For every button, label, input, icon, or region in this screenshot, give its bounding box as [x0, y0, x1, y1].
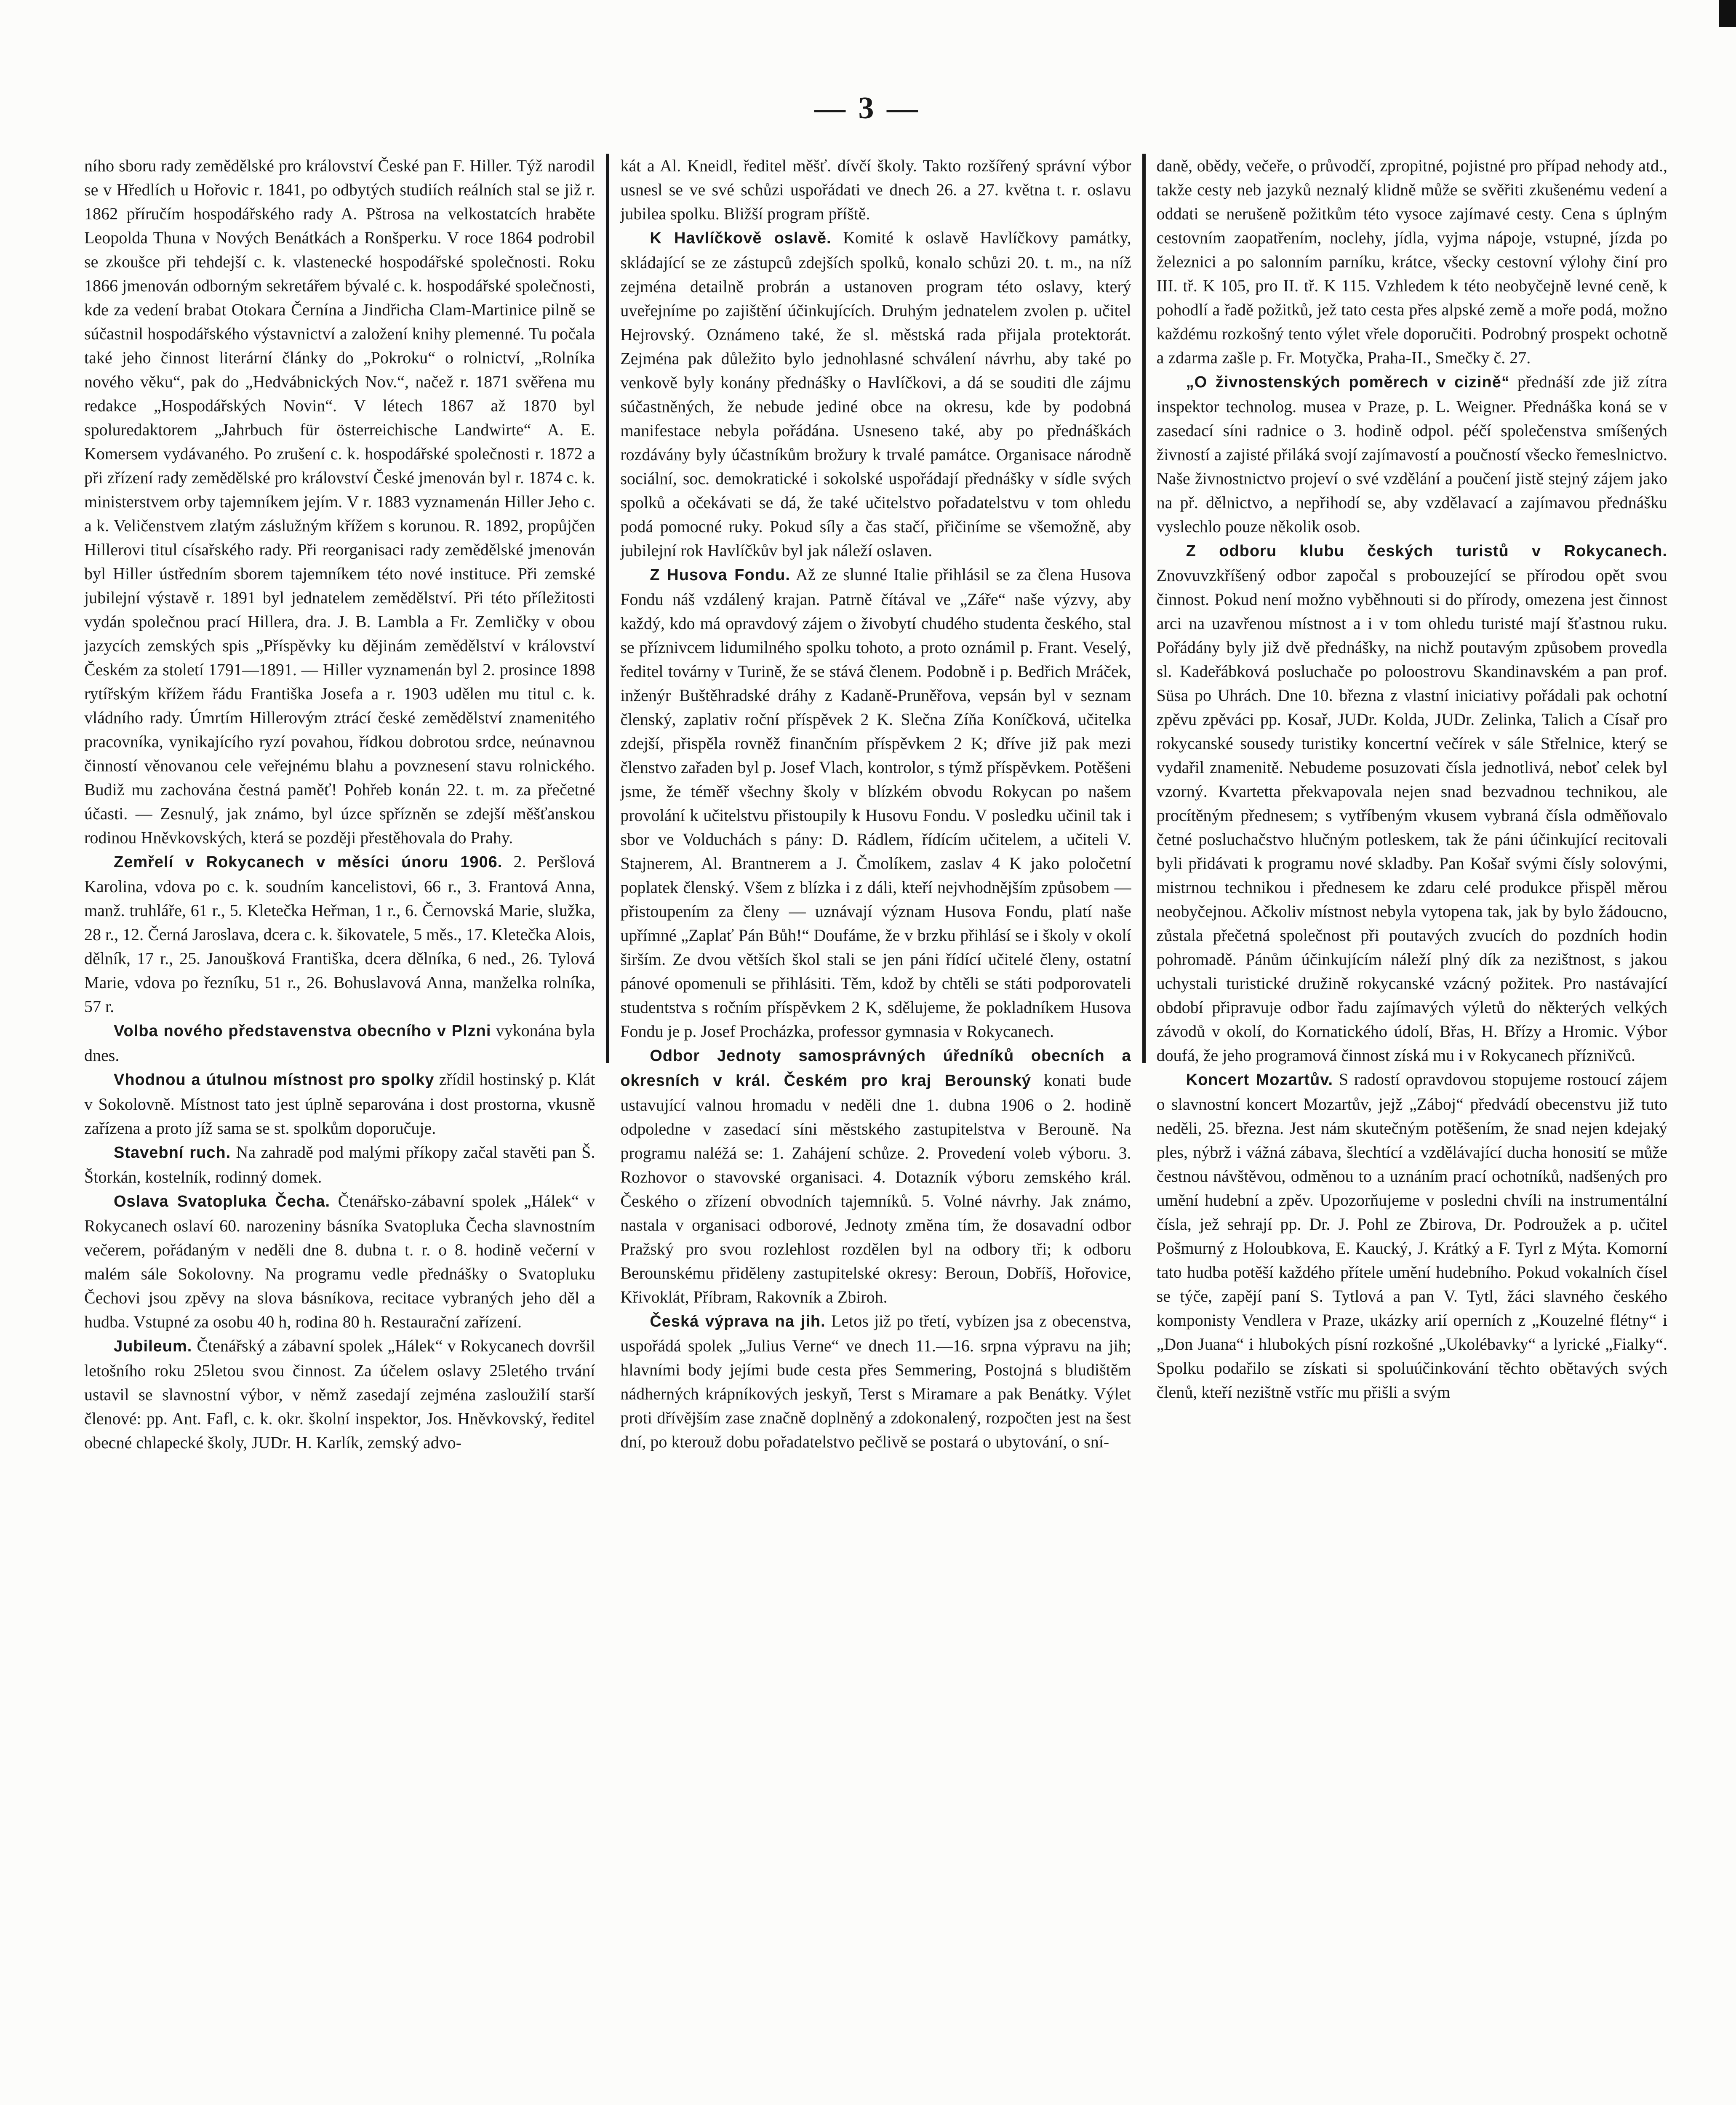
- article-text: zřídil hostinský p. Klát v Sokolovně. Místnost tato jest úplně separována i dost prostorna, vkusně zařízena a proto jíž sama se st. spolkům doporučuje.: [84, 1070, 595, 1138]
- article-text: S radostí opravdovou stopujeme rostoucí zájem o slavnostní koncert Mozartův, jejž „Záboj“ předvádí obecenstvu již tuto neděli, 25. března. Jest nám skutečným potěšením, že snad nejen kdejaký ples, nýbrž i vážná zábava, šlechtící a vzdělávající ducha honosití se může čestnou návštěvou, odměnou to a uznáním prací ochotníků, nadšených pro umění hudební a zpěv. Upozorňujeme v posledni chvíli na instrumentální čísla, jež sehrají pp. Dr. J. Pohl ze Zbirova, Dr. Podroužek a p. učitel Pošmurný z Holoubkova, E. Kaucký, J. Krátký a F. Tyrl z Mýta. Komorní tato hudba potěší každého přítele umění hudebního. Pokud vokalních čísel se týče, zapějí paní S. Tytlová a pan V. Tytl, žáci slavného českého komponisty Vendlera v Praze, ukázky arií operních z „Kouzelné flétny“ i „Don Juana“ i hlubokých písní rozkošné „Ukolébavky“ a lyrické „Fialky“. Spolku podařilo se získati si spoluúčinkování těchto obětavých svých členů, kteří nezištně vstříc mu přišli a svým: [1156, 1070, 1667, 1402]
- article-paragraph: [1157, 154, 1667, 370]
- article-heading: „O živnostenských poměrech v cizině“: [1186, 373, 1510, 391]
- article-heading: K Havlíčkově oslavě.: [650, 229, 832, 247]
- article-text: vykonána byla dnes.: [84, 1021, 595, 1065]
- article-columns: [84, 154, 1667, 1452]
- article-paragraph: [84, 1189, 595, 1334]
- article-paragraph: [1157, 538, 1667, 1067]
- article-heading: Vhodnou a útulnou místnost pro spolky: [114, 1071, 435, 1089]
- article-paragraph: [620, 1043, 1131, 1309]
- column-rule: [1142, 154, 1146, 1063]
- article-text: Až ze slunné Italie přihlásil se za člena Husova Fondu náš vzdálený krajan. Patrně čítával ve „Záře“ naše výzvy, aby každý, kdo má opravdový zájem o živobytí chudého studenta českého, stal se příznivcem lidumilného spolku tohoto, a proto oznámil p. Frant. Veselý, ředitel továrny v Turině, že se stává členem. Podobně i p. Bedřich Mráček, inženýr Buštěhradské dráhy z Kadaně-Pruněřova, vepsán byl v seznam členský, zaplativ roční příspěvek 2 K. Slečna Zíňa Koníčková, učitelka zdejší, přispěla rovněž finančním příspěvkem 2 K; dříve již pak mezi členstvo zařaden byl p. Josef Vlach, kontrolor, s týmž příspěvkem. Potěšeni jsme, že téměř všechny školy v blízkém obvodu Rokycan po našem provolání k učitelstvu přistoupily k Husovu Fondu. V posledku učinil tak i sbor ve Volduchách s pány: D. Rádlem, řídícím učitelem, a učiteli V. Stajnerem, Al. Brantnerem a J. Čmolíkem, zaslav 4 K jako poločetní poplatek členský. Všem z blízka i z dáli, kteří nejvhodnějším způsobem — přistoupením za členy — uznávají význam Husova Fondu, platí naše upřímné „Zaplať Pán Bůh!“ Doufáme, že v brzku přihlásí se i školy v okolí širším. Ze dvou větších škol stali se jen páni řídící učitelé členy, ostatní pánové opomenuli se přihlásiti. Těm, kdož by chtěli se státi podporovateli studentstva s ročním příspěvkem 2 K, sdělujeme, že pokladníkem Husova Fondu je p. Josef Procházka, professor gymnasia v Rokycanech.: [620, 565, 1131, 1041]
- article-paragraph: [84, 154, 595, 850]
- article-heading: Jubileum.: [114, 1338, 192, 1355]
- article-heading: Stavební ruch.: [114, 1144, 231, 1162]
- article-text: Komité k oslavě Havlíčkovy památky, skládající se ze zástupců zdejších spolků, konalo schůzi 20. t. m., na níž zejména detailně probrán a ustanoven program této oslavy, který uveřejníme po zajištění účinkujících. Druhým jednatelem zvolen p. učitel Hejrovský. Oznámeno také, že sl. městská rada přijala protektorát. Zejména pak důležito bylo jednohlasné schválení návrhu, aby také po venkově byly konány přednášky o Havlíčkovi, a dá se souditi dle zájmu súčastněných, že nebude jediné obce na okresu, kde by podobná manifestace nebyla pořádána. Usneseno také, aby po přednáškách rozdávány byly účastníkům brožury k trvalé památce. Organisace národně sociální, soc. demokratické i sokolské uspořádají přednášky v sídle svých spolků a očekávati se dá, že také učitelstvo pořadatelstvu v tom ohledu podá pomocné ruky. Pokud síly a čas stačí, přičiníme se všemožně, aby jubilejní rok Havlíčkův byl jak náleží oslaven.: [620, 228, 1131, 560]
- article-heading: Z Husova Fondu.: [650, 566, 790, 584]
- article-heading: Z odboru klubu českých turistů v Rokycanech.: [1186, 542, 1667, 560]
- article-heading: Koncert Mozartův.: [1186, 1071, 1333, 1089]
- column-3: [1156, 154, 1667, 1402]
- page-number: — 3 —: [814, 91, 920, 125]
- article-heading: Volba nového představenstva obecního v Plzni: [114, 1022, 491, 1040]
- article-text: Čtenářsko-zábavní spolek „Hálek“ v Rokycanech oslaví 60. narozeniny básníka Svatopluka Čecha slavnostním večerem, pořádaným v neděli dne 8. dubna t. r. o 8. hodině večerní v malém sále Sokolovny. Na programu vedle přednášky o Svatopluku Čechovi jsou zpěvy na slova básníkova, recitace vybraných jeho děl a hudba. Vstupné za osobu 40 h, rodina 80 h. Restaurační zařízení.: [84, 1191, 595, 1331]
- article-paragraph: [620, 562, 1131, 1043]
- article-heading: Odbor Jednoty samosprávných úředníků obecních a okresních v král. Českém pro kraj Berounský: [620, 1047, 1131, 1090]
- article-heading: Zemřelí v Rokycanech v měsíci únoru 1906.: [114, 853, 503, 871]
- article-text: Na zahradě pod malými příkopy začal stavěti pan Š. Štorkán, kostelník, rodinný domek.: [84, 1143, 595, 1186]
- scan-edge-mark: [1719, 0, 1736, 27]
- article-paragraph: [84, 1067, 595, 1140]
- article-text: přednáší zde již zítra inspektor technolog. musea v Praze, p. L. Weigner. Přednáška koná se v zasedací síni radnice o 3. hodině odpol. péčí společenstva smíšených živností a zajisté přiláká svojí zajímavostí a poučností všecko řemeslnictvo. Naše živnostnictvo projeví o své vzdělání a poučení jistě stejný zájem jako na př. dělnictvo, a nepřihodí se, aby vzdělavací a zajímavou přednášku vyslechlo pouze několik osob.: [1156, 372, 1667, 536]
- article-paragraph: [84, 1334, 595, 1455]
- article-text: Čtenářský a zábavní spolek „Hálek“ v Rokycanech dovršil letošního roku 25letou svou činnost. Za účelem oslavy 25letého trvání ustavil se slavnostní výbor, v němž zasedají zejména zasloužilí starší členové: pp. Ant. Fafl, c. k. okr. školní inspektor, Jos. Hněvkovský, ředitel obecné chlapecké školy, JUDr. H. Karlík, zemský advo-: [84, 1336, 595, 1452]
- column-2: [620, 154, 1131, 1451]
- article-paragraph: [620, 154, 1131, 226]
- article-text: daně, obědy, večeře, o průvodčí, zpropitné, pojistné pro případ nehody atd., takže cesty neb jazyků neznalý klidně může se svěřiti zkušenému vedení a oddati se nerušeně požitkům této vysoce zajímavé cesty. Cena s úplným cestovním zaopatřením, noclehy, jídla, vyjma nápoje, vstupné, jízda po železnici a po salonním parníku, krátce, všecky cestovní výlohy činí pro III. tř. K 105, pro II. tř. K 115. Vzhledem k této neobyčejně levné ceně, k pohodlí a řadě požitků, jež tato cesta přes alpské země a moře podá, možno každému rozkošný tento výlet vřele doporučiti. Podrobný prospekt ochotně a zdarma zašle p. Fr. Motyčka, Praha-II., Smečky č. 27.: [1156, 156, 1667, 367]
- article-text: 2. Peršlová Karolina, vdova po c. k. soudním kancelistovi, 66 r., 3. Frantová Anna, manž. truhláře, 61 r., 5. Kletečka Heřman, 1 r., 6. Černovská Marie, služka, 28 r., 12. Černá Jaroslava, dcera c. k. šikovatele, 5 měs., 17. Kletečka Alois, dělník, 17 r., 25. Janoušková Františka, dcera dělníka, 6 ned., 26. Tylová Marie, vdova po řezníku, 51 r., 26. Bohuslavová Anna, manželka rolníka, 57 r.: [84, 852, 595, 1016]
- article-paragraph: [620, 1309, 1131, 1454]
- column-rule: [606, 154, 609, 1063]
- article-text: Znovuvzkříšený odbor započal s probouzející se přírodou opět svou činnost. Pokud není možno vyběhnouti si do přírody, omezena jest činnost arci na uzavřenou místnost a i v tom ohledu turisté mají šťastnou ruku. Pořádány byly již dvě přednášky, na nichž poutavým způsobem provedla sl. Kadeřábková posluchače po poloostrovu Skandinavském a pan prof. Süsa po Uhrách. Dne 10. března z vlastní iniciativy pořádali pak ochotní zpěvu zpěváci pp. Kosař, JUDr. Kolda, JUDr. Zelinka, Talich a Císař pro rokycanské sousedy turistiky koncertní večírek v sále Střelnice, který se vydařil znamenitě. Nebudeme posuzovati čísla jednotlivá, neboť celek byl vzorný. Kvartetta překvapovala nejen snad bezvadnou technikou, ale procítěným přednesem; s vytříbeným vkusem vybraná čísla odměňovalo četné posluchačstvo hlučným potleskem, tak že páni účinkující recitovali byli přidávati k programu nové skladby. Pan Košař svými čísly solovými, mistrnou technikou i přednesem ke zdaru celé produkce přispěl měrou neobyčejnou. Ačkoliv místnost nebyla vytopena tak, jak by bylo žádoucno, zůstala přečetná společnost při poutavých zvucích do pozdních hodin pohromadě. Pánům účinkujícím náleží plný dík za nezištnost, s jakou uchystali turistické družině rokycanské vzácný požitek. Pro nastávající období připravuje odbor řadu zajímavých výletů do některých velkých závodů v okolí, do Kornatického údolí, Břas, H. Břízy a Hromic. Výbor doufá, že jeho programová činnost získá mu i v Rokycanech přízniv̌ců.: [1156, 566, 1667, 1065]
- article-text: kát a Al. Kneidl, ředitel měšť. dívčí školy. Takto rozšířený správní výbor usnesl se ve své schůzi uspořádati ve dnech 26. a 27. května t. r. oslavu jubilea spolku. Bližší program příště.: [620, 156, 1131, 223]
- column-1: [84, 154, 595, 1452]
- article-paragraph: [1157, 1067, 1667, 1404]
- article-paragraph: [620, 226, 1131, 562]
- article-paragraph: [1157, 370, 1667, 538]
- article-heading: Oslava Svatopluka Čecha.: [114, 1193, 331, 1210]
- article-paragraph: [84, 1140, 595, 1189]
- article-paragraph: [84, 1018, 595, 1067]
- article-heading: Česká výprava na jih.: [650, 1313, 826, 1330]
- article-text: Letos již po třetí, vybízen jsa z obecenstva, uspořádá spolek „Julius Verne“ ve dnech 11.—16. srpna výpravu na jih; hlavními body jejími bude cesta přes Semmering, Postojná s bludištěm nádherných krápníkových jeskyň, Terst s Miramare a pak Benátky. Výlet proti dřívějším zase značně doplněný a zdokonalený, rozpočten jest na šest dní, po kterouž dobu pořadatelstvo pečlivě se postará o ubytování, o sní-: [620, 1311, 1131, 1451]
- article-paragraph: [84, 850, 595, 1018]
- article-text: konati bude ustavující valnou hromadu v neděli dne 1. dubna 1906 o 2. hodině odpoledne v zasedací síni městského zastupitelstva v Berouně. Na programu naléžá se: 1. Zahájení schůze. 2. Provedení voleb výboru. 3. Rozhovor o stavovské organisaci. 4. Dotazník výboru zemského král. Českého o zřízení obvodních tajemníků. 5. Volné návrhy. Jak známo, nastala v organisaci odborové, Jednoty změna tím, že dosavadní odbor Pražský pro svou rozlehlost rozdělen byl na odbory tři; k odboru Berounskému přiděleny zastupitelské okresy: Beroun, Dobříš, Hořovice, Křivoklát, Příbram, Rakovník a Zbiroh.: [620, 1071, 1131, 1306]
- article-text: ního sboru rady zemědělské pro království České pan F. Hiller. Týž narodil se v Hředlích u Hořovic r. 1841, po odbytých studiích reálních stal se již r. 1862 příručím hospodářského rady A. Pštrosa na velkostatcích hraběte Leopolda Thuna v Nových Benátkách a Ronšperku. V roce 1864 podrobil se zkoušce při tehdejší c. k. vlastenecké hospodářské společnosti. Roku 1866 jmenován odborným sekretářem bývalé c. k. hospodářské společnosti, kde za vedení brabat Otokara Černína a Jindřicha Clam-Martinice pilně se súčastnil hospodářského výstavnictví a založení knihy plemenné. Tu počala také jeho činnost literární články do „Pokroku“ o rolnictví, „Rolníka nového věku“, pak do „Hedvábnických Nov.“, načež r. 1871 svěřena mu redakce „Hospodářských Novin“. V létech 1867 až 1870 byl spoluredaktorem „Jahrbuch für österreichische Landwirte“ A. E. Komersem vydávaného. Po zrušení c. k. hospodářské společnosti r. 1872 a při zřízení rady zemědělské pro království České jmenován byl r. 1874 c. k. ministerstvem orby tajemníkem jejím. V r. 1883 vyznamenán Hiller Jeho c. a k. Veličenstvem zlatým záslužným křížem s korunou. R. 1892, propůjčen Hillerovi titul císařského rady. Při reorganisaci rady zemědělské jmenován byl Hiller ústředním sborem tajemníkem této nové instituce. Při zemské jubilejní výstavě r. 1891 byl jednatelem zemědělství. Při této příležitosti vydán společnou prací Hillera, dra. J. B. Lambla a Fr. Zemličky v obou jazycích zemských spis „Příspěvky ku dějinám zemědělství v království Českém za století 1791—1891. — Hiller vyznamenán byl 2. prosince 1898 rytířským křížem řádu Františka Josefa a r. 1903 udělen mu titul c. k. vládního rady. Úmrtím Hillerovým ztrácí české zemědělství znamenitého pracovníka, vynikajícího ryzí povahou, řídkou dobrotou srdce, neúnavnou činností věnovanou cele veřejnému blahu a povznesení stavu rolnického. Budiž mu zachována čestná paměť! Pohřeb konán 22. t. m. za přečetné účasti. — Zesnulý, jak známo, byl úzce spřízněn se zdejší měšťanskou rodinou Hněvkovských, která se později přestěhovala do Prahy.: [84, 156, 595, 847]
